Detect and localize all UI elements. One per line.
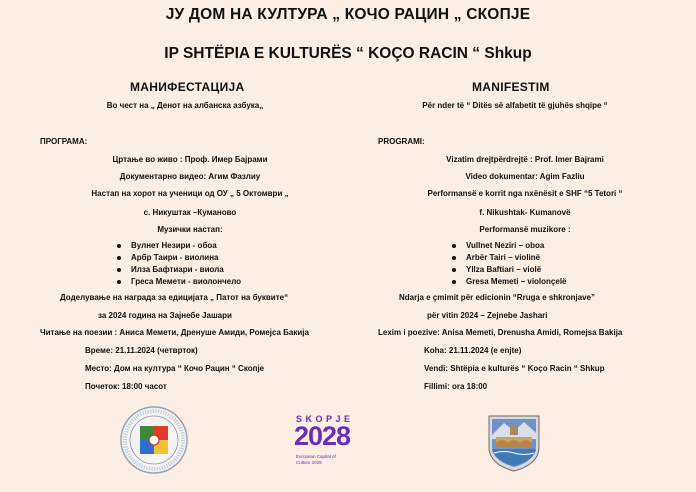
right-award-winner: për vitin 2024 – Zejnebe Jashari bbox=[427, 311, 548, 320]
right-heading: MANIFESTIM bbox=[472, 80, 550, 94]
koco-racin-seal-logo bbox=[120, 406, 188, 474]
right-musicians-list bbox=[452, 240, 567, 288]
right-item-video: Video dokumentar: Agim Fazliu bbox=[465, 172, 585, 181]
left-start: Почеток: 18:00 часот bbox=[85, 382, 167, 391]
left-place: Место: Дом на култура “ Кочо Рацин “ Скопје bbox=[85, 364, 265, 373]
left-item-drawing: Цртање во живо : Проф. Имер Бајрами bbox=[112, 155, 268, 164]
right-item-village: f. Nikushtak- Kumanovë bbox=[479, 208, 571, 217]
right-item-choir: Performansë e korrit nga nxënësit e SHF “5 Tetori “ bbox=[427, 189, 623, 198]
left-item-village: с. Никуштак –Куманово bbox=[143, 208, 237, 217]
list-item: Арбр Таири - виолина bbox=[117, 252, 241, 264]
left-subtitle: Во чест на „ Денот на албанска азбука„ bbox=[106, 101, 264, 110]
right-item-music: Performansë muzikore : bbox=[479, 225, 571, 234]
left-award: Доделување на награда за едицијата „ Патот на буквите“ bbox=[60, 293, 289, 302]
skopje-2028-logo bbox=[288, 412, 378, 472]
left-heading: МАНИФЕСТАЦИЈА bbox=[130, 80, 245, 94]
left-time: Време: 21.11.2024 (четврток) bbox=[85, 346, 198, 355]
list-item: Vullnet Neziri – oboa bbox=[452, 240, 567, 252]
right-place: Vendi: Shtëpia e kulturës “ Koço Racin “ Shkup bbox=[424, 364, 605, 373]
right-time: Koha: 21.11.2024 (e enjte) bbox=[424, 346, 522, 355]
title-albanian: IP SHTËPIA E KULTURËS “ KOÇO RACIN “ Shkup bbox=[164, 45, 532, 62]
list-item: Gresa Memeti – violonçelë bbox=[452, 276, 567, 288]
left-item-video: Документарно видео: Агим Фазлиу bbox=[119, 172, 261, 181]
skopje-coat-of-arms-logo bbox=[486, 413, 542, 473]
left-award-winner: за 2024 година на Зајнебе Јашари bbox=[98, 311, 232, 320]
right-subtitle: Për nder të “ Ditës së alfabetit të gjuhës shqipe “ bbox=[422, 101, 608, 110]
right-item-drawing: Vizatim drejtpërdrejtë : Prof. Imer Bajrami bbox=[446, 155, 604, 164]
right-award: Ndarja e çmimit për edicionin “Rruga e shkronjave” bbox=[399, 293, 596, 302]
list-item: Yllza Baftiari – violë bbox=[452, 264, 567, 276]
skopje-caption-line2: Culture 2028 bbox=[296, 460, 322, 465]
list-item: Илза Бафтиари - виола bbox=[117, 264, 241, 276]
list-item: Греса Мемети - виолончело bbox=[117, 276, 241, 288]
list-item: Вулнет Незири - обоа bbox=[117, 240, 241, 252]
list-item: Arbër Tairi – violinë bbox=[452, 252, 567, 264]
left-poetry: Читање на поезии : Аниса Мемети, Дренуше Амиди, Ромејса Бакија bbox=[40, 328, 309, 337]
right-poetry: Lexim i poezive: Anisa Memeti, Drenusha Amidi, Romejsa Bakija bbox=[378, 328, 623, 337]
skopje-year: 2028 bbox=[294, 421, 351, 451]
skopje-wordmark: SKOPJE bbox=[296, 414, 354, 424]
right-start: Fillimi: ora 18:00 bbox=[424, 382, 488, 391]
left-program-label: ПРОГРАМА: bbox=[40, 137, 88, 146]
left-item-music: Музички настап: bbox=[157, 225, 223, 234]
right-program-label: PROGRAMI: bbox=[378, 137, 425, 146]
left-item-choir: Настап на хорот на ученици од ОУ „ 5 Октомври „ bbox=[91, 189, 289, 198]
left-musicians-list bbox=[117, 240, 241, 288]
title-macedonian: ЈУ ДОМ НА КУЛТУРА „ КОЧО РАЦИН „ СКОПЈЕ bbox=[165, 6, 531, 23]
skopje-caption-line1: European Capital of bbox=[296, 454, 336, 459]
